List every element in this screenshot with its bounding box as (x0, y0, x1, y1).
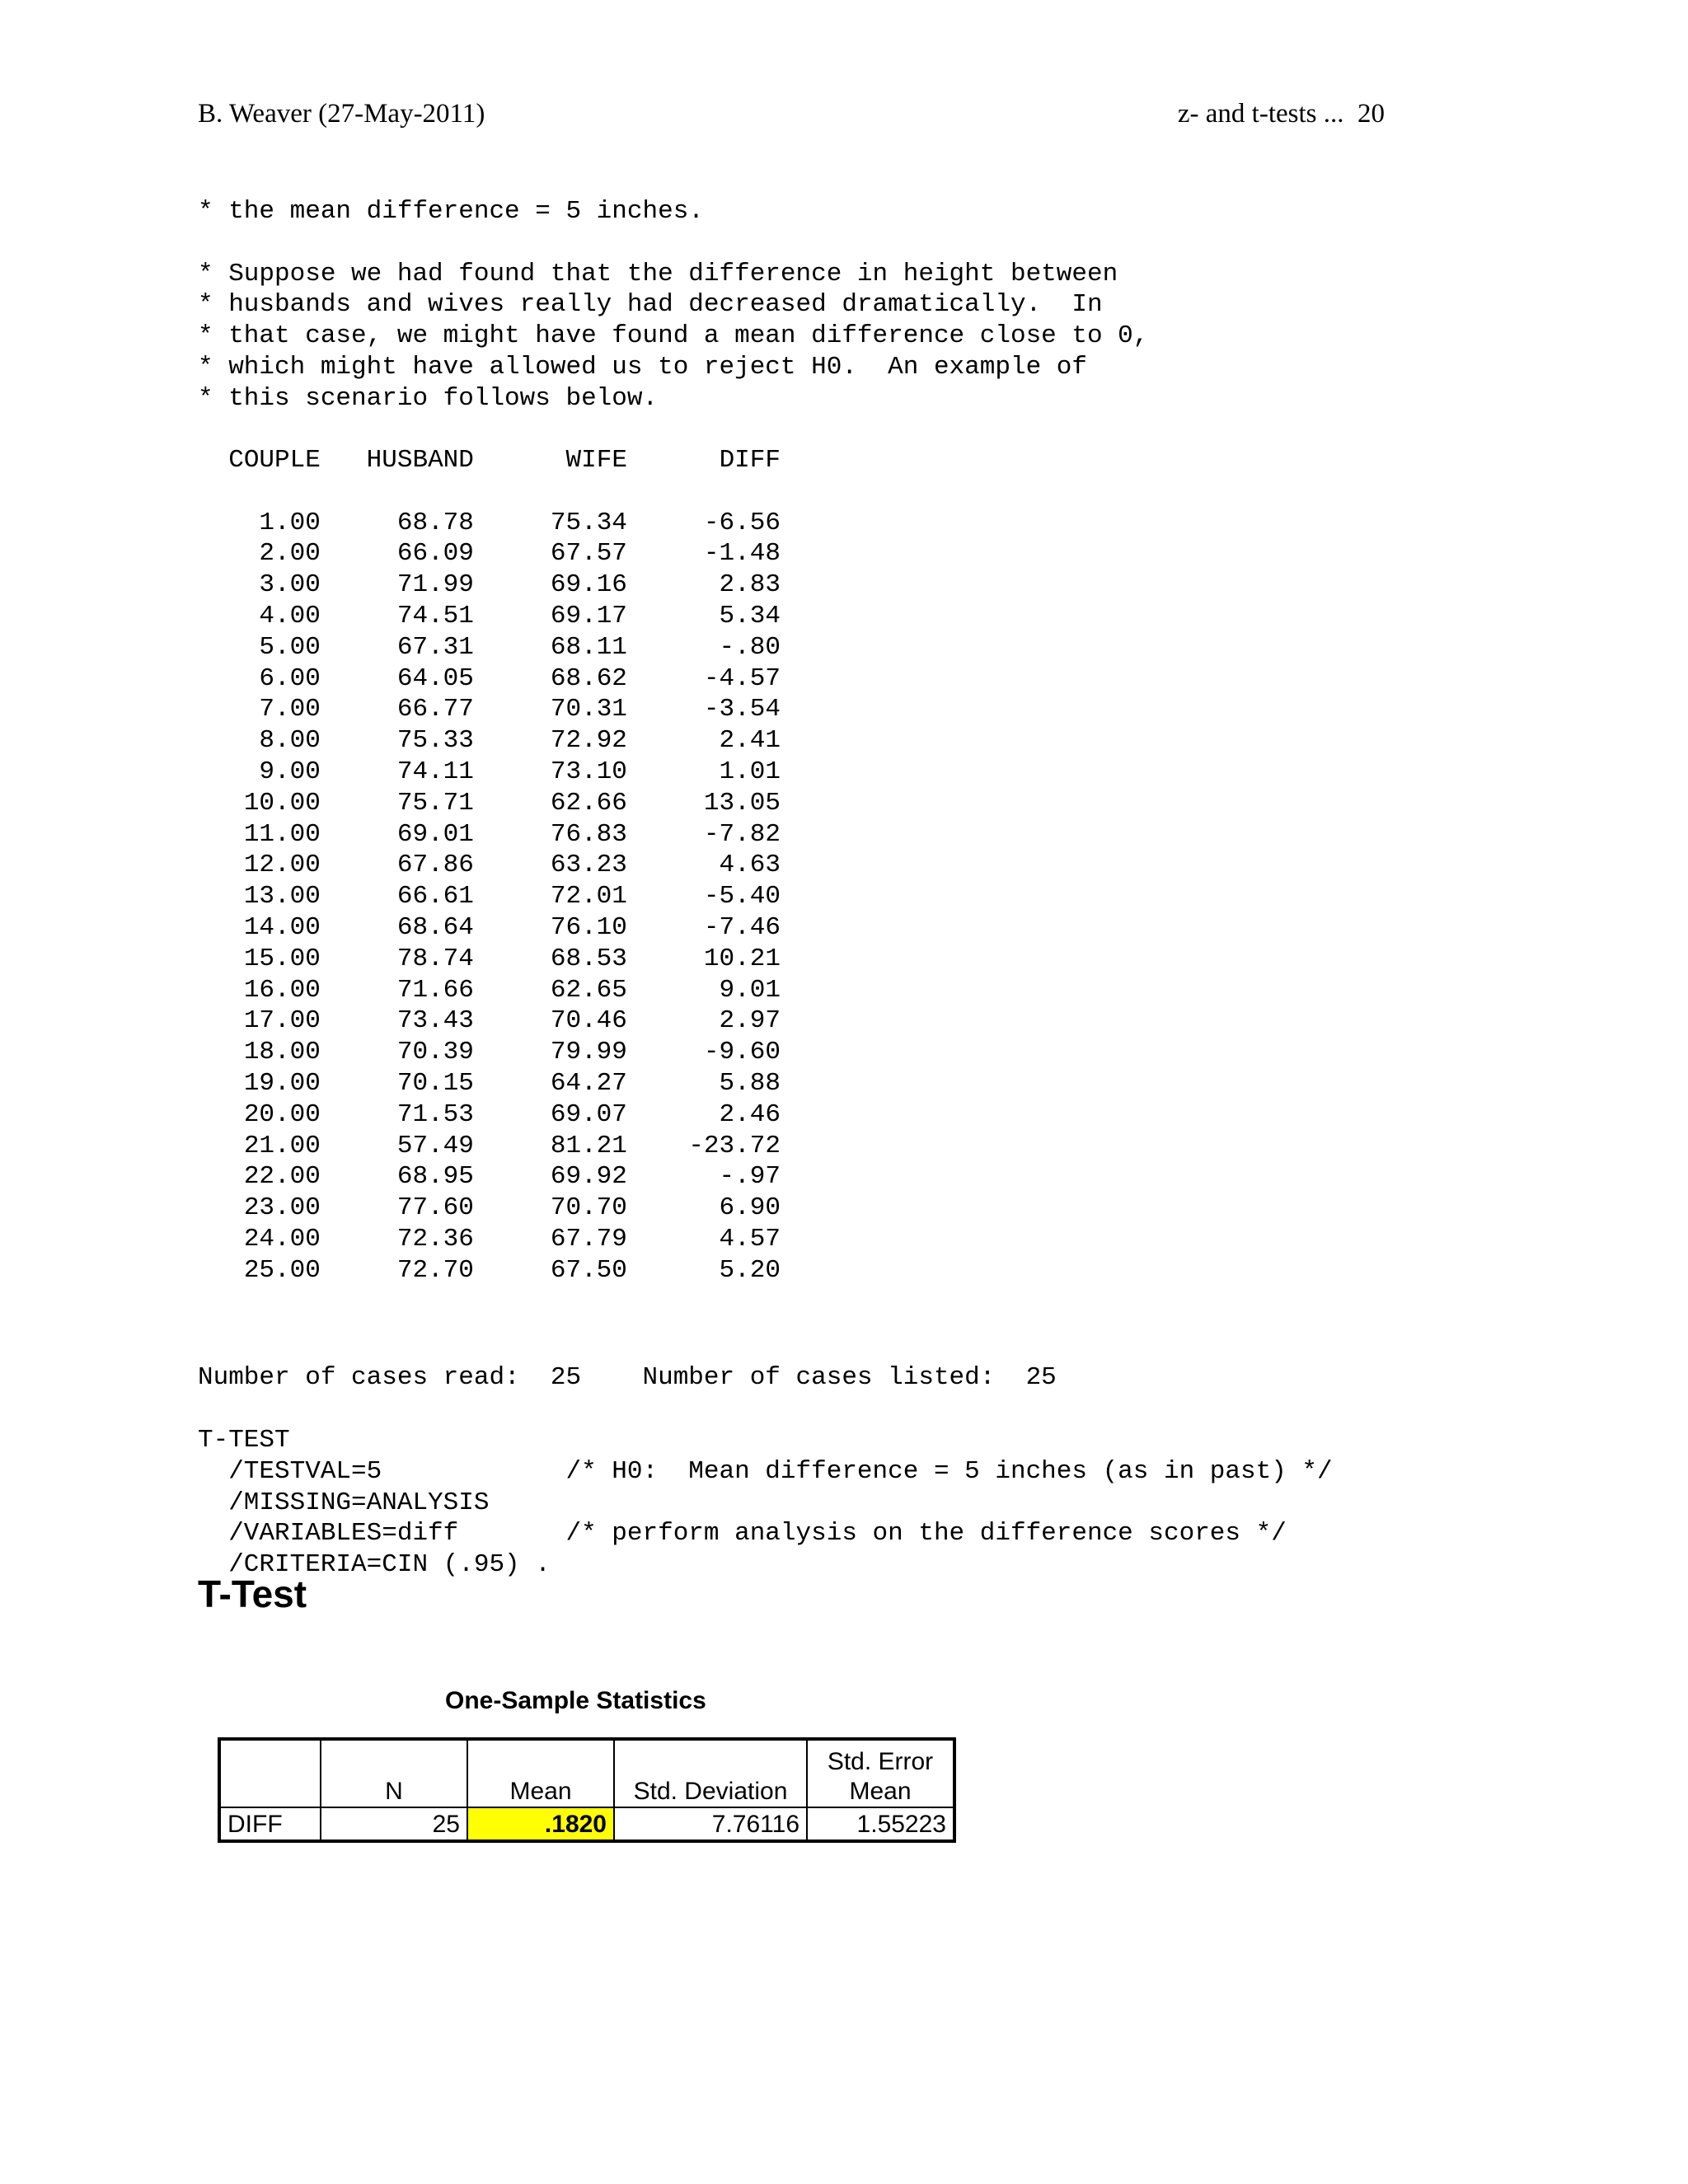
listing-cell: 2.97 (719, 1006, 781, 1036)
table-row (198, 1225, 781, 1254)
listing-cell: 2.41 (719, 726, 781, 756)
table-row (198, 913, 781, 942)
header-author-date: B. Weaver (27-May-2011) (198, 99, 485, 129)
table-row (198, 633, 781, 662)
table-row (198, 509, 781, 537)
listing-cell: -5.40 (703, 882, 781, 912)
listing-cell: 8.00 (259, 726, 321, 756)
listing-cell: 70.15 (396, 1068, 474, 1098)
table-row (198, 570, 781, 599)
cell-std-error-mean: 1.55223 (807, 1807, 954, 1841)
table-row (198, 1193, 781, 1222)
listing-cell: 18.00 (243, 1038, 321, 1067)
table-row (198, 539, 781, 568)
listing-cell: -.80 (719, 632, 781, 662)
table-header-std-error-mean: Std. Error Mean (807, 1739, 954, 1807)
comment-block (198, 196, 1148, 415)
listing-cell: 1.01 (719, 757, 781, 786)
table-row (198, 882, 781, 911)
listing-cell: 2.46 (719, 1099, 781, 1129)
header-page-title: z- and t-tests ... 20 (1177, 99, 1385, 129)
listing-cell: 6.00 (259, 663, 321, 693)
table-header-row (219, 1739, 954, 1807)
table-header-mean: Mean (467, 1739, 614, 1807)
table-row (198, 602, 781, 630)
listing-cell: 66.61 (396, 882, 474, 912)
table-row (198, 789, 781, 818)
listing-cell: 4.57 (719, 1224, 781, 1254)
table-row (198, 1006, 781, 1035)
comment-line: * husbands and wives really had decreased dramatically. In (198, 290, 1103, 320)
listing-summary: Number of cases read: 25 Number of cases listed: 25 (198, 1363, 1057, 1392)
listing-cell: 9.01 (719, 975, 781, 1005)
listing-cell: 24.00 (243, 1224, 321, 1254)
listing-cell: 70.31 (550, 695, 627, 724)
table-header-std-deviation: Std. Deviation (614, 1739, 807, 1807)
listing-cell: 64.05 (396, 663, 474, 693)
listing-cell: 78.74 (396, 944, 474, 973)
listing-cell: 69.01 (396, 819, 474, 849)
listing-cell: 69.16 (550, 570, 627, 600)
syntax-line: /VARIABLES=diff /* perform analysis on the difference scores */ (198, 1519, 1287, 1549)
listing-cell: 5.34 (719, 601, 781, 630)
data-listing (198, 445, 781, 1286)
comment-line: * that case, we might have found a mean difference close to 0, (198, 321, 1149, 351)
syntax-block (198, 1425, 1333, 1581)
listing-cell: 4.63 (719, 851, 781, 880)
listing-cell: -4.57 (703, 663, 781, 693)
listing-cell: 67.50 (550, 1255, 627, 1285)
listing-cell: 20.00 (243, 1099, 321, 1129)
listing-cell: 72.70 (396, 1255, 474, 1285)
table-row (198, 757, 781, 786)
listing-cell: 16.00 (243, 975, 321, 1005)
listing-cell: 12.00 (243, 851, 321, 880)
table-header-blank (219, 1739, 321, 1807)
comment-line: * the mean difference = 5 inches. (198, 197, 704, 226)
listing-cell: 75.71 (396, 788, 474, 818)
listing-cell: 74.51 (396, 601, 474, 630)
listing-cell: 14.00 (243, 912, 321, 942)
table-header-n: N (321, 1739, 467, 1807)
syntax-line: /TESTVAL=5 /* H0: Mean difference = 5 inches (as in past) */ (198, 1456, 1333, 1486)
listing-cell: 62.65 (550, 975, 627, 1005)
listing-cell: 67.31 (396, 632, 474, 662)
listing-cell: -3.54 (703, 695, 781, 724)
listing-cell: -6.56 (703, 508, 781, 537)
table-row (198, 1038, 781, 1066)
listing-cell: 1.00 (259, 508, 321, 537)
listing-cell: 68.11 (550, 632, 627, 662)
listing-cell: 19.00 (243, 1068, 321, 1098)
listing-cell: 5.20 (719, 1255, 781, 1285)
stats-table-title: One-Sample Statistics (445, 1687, 706, 1714)
listing-cell: 13.00 (243, 882, 321, 912)
listing-cell: 72.01 (550, 882, 627, 912)
listing-cell: 73.43 (396, 1006, 474, 1036)
listing-cell: 7.00 (259, 695, 321, 724)
listing-column-header: COUPLE (228, 446, 321, 475)
cell-n: 25 (321, 1807, 467, 1841)
table-row (198, 1162, 781, 1191)
listing-cell: 22.00 (243, 1162, 321, 1192)
listing-cell: 67.86 (396, 851, 474, 880)
listing-cell: 70.70 (550, 1193, 627, 1223)
listing-cell: 69.17 (550, 601, 627, 630)
table-row (198, 726, 781, 755)
listing-cell: 74.11 (396, 757, 474, 786)
listing-cell: 66.77 (396, 695, 474, 724)
syntax-line: T-TEST (198, 1426, 290, 1455)
listing-cell: 71.99 (396, 570, 474, 600)
listing-cell: 62.66 (550, 788, 627, 818)
table-row (198, 944, 781, 973)
listing-cell: 23.00 (243, 1193, 321, 1223)
listing-cell: 68.78 (396, 508, 474, 537)
table-row (198, 695, 781, 724)
cell-std-deviation: 7.76116 (614, 1807, 807, 1841)
table-row (198, 1069, 781, 1098)
listing-cell: -9.60 (703, 1038, 781, 1067)
listing-cell: 68.95 (396, 1162, 474, 1192)
cell-mean-highlighted: .1820 (467, 1807, 614, 1841)
listing-cell: 67.79 (550, 1224, 627, 1254)
listing-cell: 57.49 (396, 1131, 474, 1160)
listing-cell: 69.07 (550, 1099, 627, 1129)
listing-cell: 76.10 (550, 912, 627, 942)
table-row (198, 851, 781, 879)
listing-cell: 9.00 (259, 757, 321, 786)
listing-cell: 68.53 (550, 944, 627, 973)
listing-cell: -1.48 (703, 539, 781, 569)
table-row (198, 1132, 781, 1160)
listing-cell: 70.46 (550, 1006, 627, 1036)
listing-cell: 13.05 (703, 788, 781, 818)
listing-cell: 79.99 (550, 1038, 627, 1067)
listing-column-header: WIFE (565, 446, 627, 475)
listing-cell: 68.62 (550, 663, 627, 693)
listing-cell: 2.83 (719, 570, 781, 600)
listing-cell: 66.09 (396, 539, 474, 569)
listing-cell: 25.00 (243, 1255, 321, 1285)
row-label-diff: DIFF (219, 1807, 321, 1841)
listing-column-header: DIFF (719, 446, 781, 475)
table-row (219, 1807, 954, 1841)
listing-cell: 2.00 (259, 539, 321, 569)
listing-cell: 75.34 (550, 508, 627, 537)
listing-cell: 72.92 (550, 726, 627, 756)
listing-cell: 69.92 (550, 1162, 627, 1192)
listing-cell: -.97 (719, 1162, 781, 1192)
listing-cell: -7.82 (703, 819, 781, 849)
listing-header (198, 446, 781, 475)
listing-cell: 3.00 (259, 570, 321, 600)
listing-cell: 15.00 (243, 944, 321, 973)
comment-line: * Suppose we had found that the difference in height between (198, 259, 1118, 288)
listing-cell: 76.83 (550, 819, 627, 849)
listing-cell: 81.21 (550, 1131, 627, 1160)
listing-cell: -7.46 (703, 912, 781, 942)
listing-cell: 10.21 (703, 944, 781, 973)
comment-line: * this scenario follows below. (198, 383, 659, 413)
listing-cell: 21.00 (243, 1131, 321, 1160)
listing-cell: 11.00 (243, 819, 321, 849)
table-row (198, 820, 781, 849)
listing-cell: 17.00 (243, 1006, 321, 1036)
table-row (198, 1100, 781, 1129)
ttest-heading: T-Test (198, 1572, 307, 1615)
table-row (198, 664, 781, 693)
listing-cell: 75.33 (396, 726, 474, 756)
syntax-line: /MISSING=ANALYSIS (198, 1488, 490, 1517)
listing-cell: 67.57 (550, 539, 627, 569)
listing-cell: -23.72 (688, 1131, 781, 1160)
listing-cell: 71.53 (396, 1099, 474, 1129)
listing-cell: 10.00 (243, 788, 321, 818)
listing-cell: 5.88 (719, 1068, 781, 1098)
listing-column-header: HUSBAND (366, 446, 474, 475)
table-row (198, 1256, 781, 1285)
comment-line: * which might have allowed us to reject H0. An example of (198, 352, 1087, 382)
listing-cell: 5.00 (259, 632, 321, 662)
listing-cell: 68.64 (396, 912, 474, 942)
listing-cell: 70.39 (396, 1038, 474, 1067)
listing-cell: 77.60 (396, 1193, 474, 1223)
table-row (198, 976, 781, 1005)
listing-cell: 72.36 (396, 1224, 474, 1254)
listing-cell: 71.66 (396, 975, 474, 1005)
one-sample-statistics-table (218, 1737, 956, 1843)
listing-cell: 4.00 (259, 601, 321, 630)
syntax-line: /CRITERIA=CIN (.95) . (198, 1550, 551, 1580)
listing-cell: 63.23 (550, 851, 627, 880)
listing-cell: 6.90 (719, 1193, 781, 1223)
listing-cell: 64.27 (550, 1068, 627, 1098)
listing-cell: 73.10 (550, 757, 627, 786)
